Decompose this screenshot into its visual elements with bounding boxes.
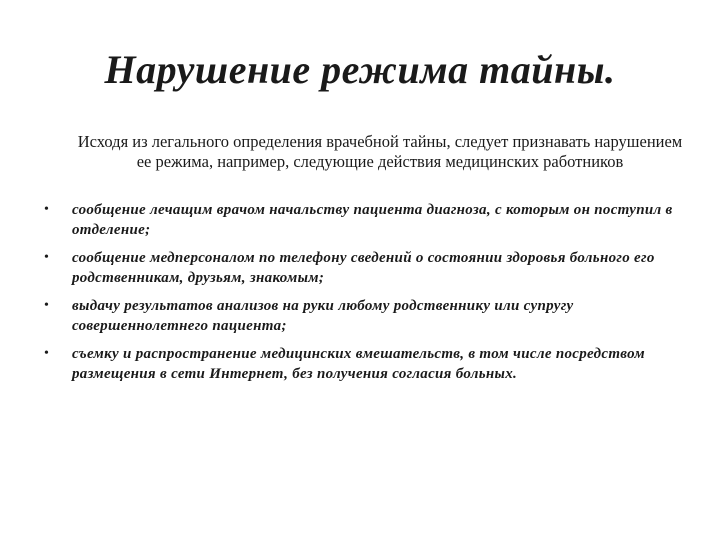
intro-paragraph: Исходя из легального определения врачебной тайны, следует признавать нарушением ее режима, например, следующие действия медицинских работников: [77, 132, 683, 171]
bullet-text: сообщение лечащим врачом начальству пациента диагноза, с которым он поступил в отделение;: [72, 202, 673, 238]
bullet-dot-icon: •: [44, 346, 50, 361]
bullet-item: [44, 248, 684, 288]
bullet-text: выдачу результатов анализов на руки любому родственнику или супругу совершеннолетнего пациента;: [72, 298, 574, 334]
bullet-text: сообщение медперсоналом по телефону сведений о состоянии здоровья больного его родственникам, друзьям, знакомым;: [72, 250, 655, 286]
bullet-item: [44, 344, 684, 384]
bullet-text: съемку и распространение медицинских вмешательств, в том числе посредством размещения в сети Интернет, без получения согласия больных.: [72, 346, 645, 382]
bullet-list: [44, 200, 684, 392]
bullet-item: [44, 296, 684, 336]
bullet-dot-icon: •: [44, 298, 50, 313]
bullet-item: [44, 200, 684, 240]
bullet-dot-icon: •: [44, 250, 50, 265]
slide-title: Нарушение режима тайны.: [104, 47, 616, 92]
bullet-dot-icon: •: [44, 202, 50, 217]
